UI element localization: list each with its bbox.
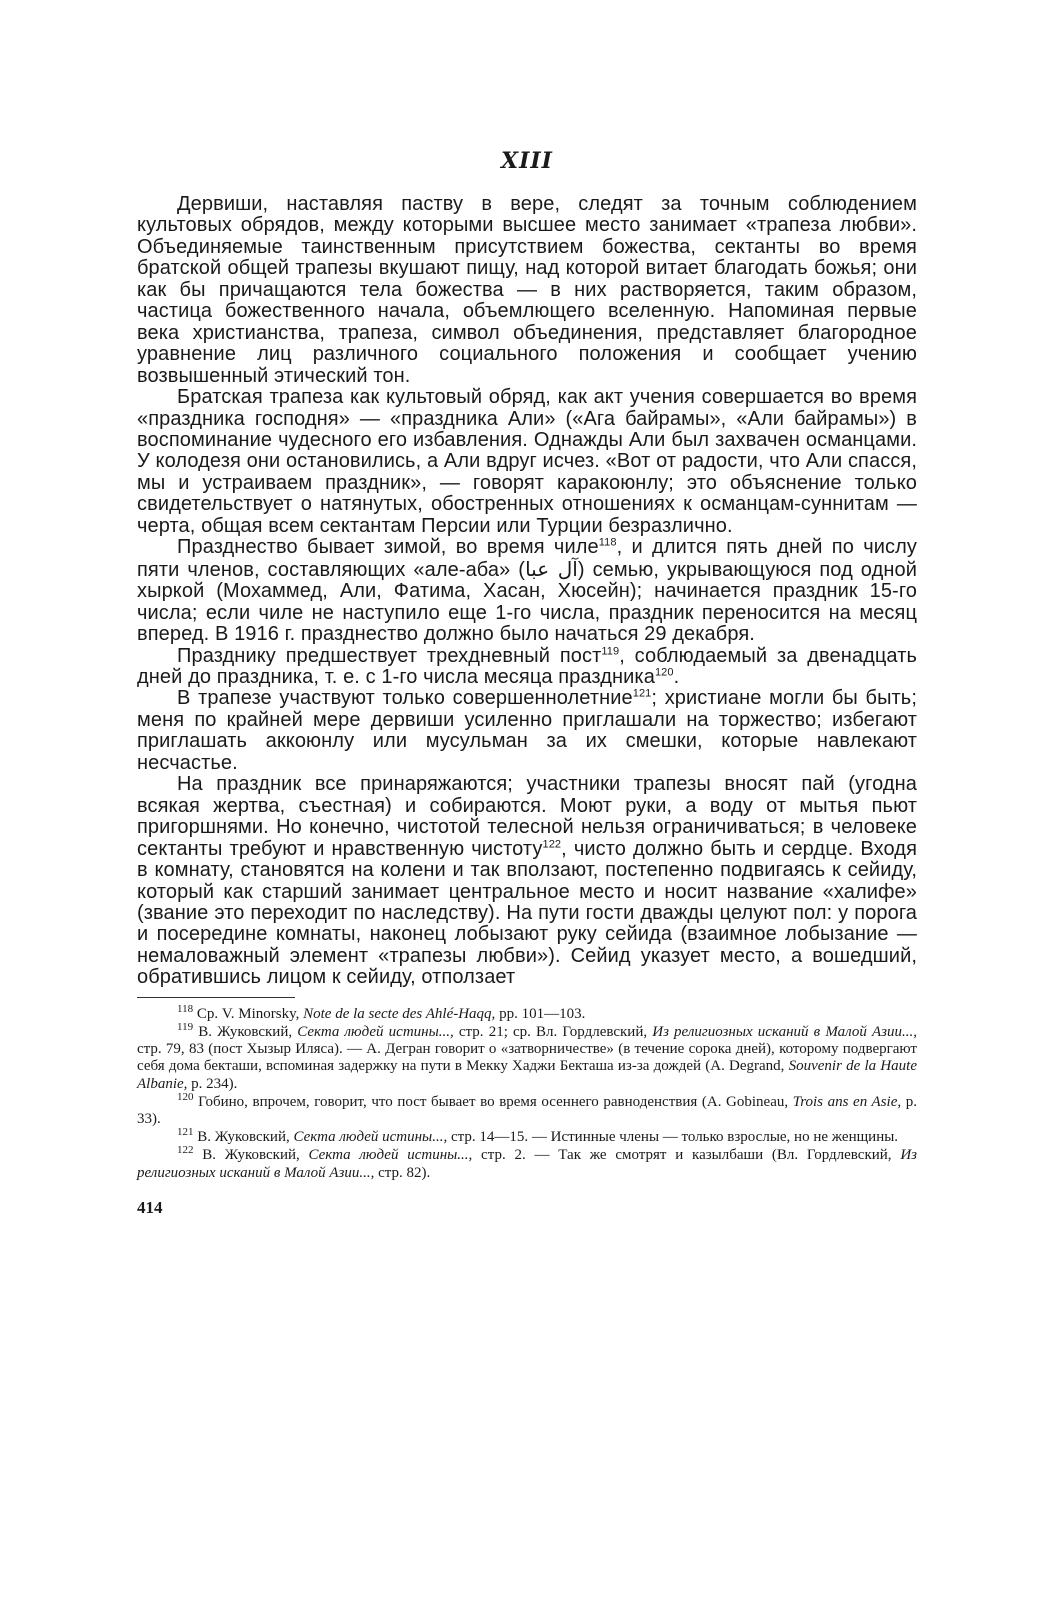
text-run: , соблюдаемый за двенадцать дней до праздника, т. е. с 1-го числа месяца праздника (137, 644, 917, 688)
text-run: стр. 79, 83 (пост Хызыр Иляса). — А. Дегран говорит о «затворничестве» (в течение сорока дней), которому подвергают себя дома бекташи, вспоминая задержку на пути в Мекку Хаджи Бекташа из-за дождей (A. Degrand, (137, 1041, 917, 1075)
text-run: , чисто должно быть и сердце. Входя в комнату, становятся на колени и так вползают, постепенно подвигаясь к сейиду, который как старший занимает центральное место и носит название «халифе» (звание это переходит по наследству). На пути гости дважды целуют пол: у порога и посередине комнаты, наконец лобызают руку сейида (взаимное лобызание — немаловажный элемент «трапезы любви»). Сейид указует место, а вошедший, обратившись лицом к сейиду, отползает (137, 837, 918, 989)
page-number: 414 (137, 1197, 163, 1217)
footnote-separator (137, 997, 295, 998)
footnote-marker: 121 (632, 687, 652, 700)
footnotes (137, 1002, 917, 1182)
text-run: стр. 21; ср. Вл. Гордлевский, (453, 1023, 653, 1040)
footnote (137, 1144, 917, 1181)
text-run: Дервиши, наставляя паству в вере, следят за точным соблюдением культовых обрядов, между которыми высшее место занимает «трапеза любви». Объединяемые таинственным присутствием божества, сектанты во время братской общей трапезы вкушают пищу, над которой витает благодать божья; они как бы причащаются тела божества — в них растворяется, таким образом, частица божественного начала, объемлющего вселенную. Напоминая первые века христианства, трапеза, символ объединения, представляет благородное уравнение лиц различного социального положения и сообщает учению возвышенный этический тон. (137, 193, 917, 387)
footnote-marker: 122 (542, 837, 562, 850)
footnote-marker: 119 (601, 644, 620, 657)
text-run: В трапезе участвуют только совершеннолетние (177, 687, 633, 710)
book-page (137, 150, 917, 1218)
text-run: стр. 2. — Так же смотрят и казылбаши (Вл. Гордлевский, (472, 1147, 901, 1164)
footnote (137, 1002, 917, 1023)
chapter-heading: XIII (501, 148, 553, 174)
footnote-marker: 121 (177, 1126, 194, 1139)
footnote-marker: 120 (177, 1090, 194, 1103)
text-run: ; христиане могли бы быть; меня по крайней мере дервиши усиленно приглашали на торжество; избегают приглашать аккоюнлу или мусульман за их смешки, которые навлекают несчастье. (137, 687, 917, 774)
text-run: . (673, 665, 680, 688)
italic-title: Из религиозных исканий в Малой Азии..., (137, 1147, 917, 1181)
text-run: p. 33). (137, 1093, 917, 1127)
footnote-marker: 122 (177, 1144, 194, 1157)
paragraph (137, 387, 917, 537)
text-run: p. 234). (187, 1075, 238, 1092)
text-run: В. Жуковский, (193, 1129, 294, 1146)
text-run: На праздник все принаряжаются; участники трапезы вносят пай (угодна всякая жертва, съестная) и собираются. Моют руки, а воду от мытья пьют пригоршнями. Но конечно, чистотой телесной нельзя ограничиваться; в человеке сектанты требуют и нравственную чистоту (137, 773, 917, 860)
italic-title: Note de la secte des Ahlé-Haqq, (303, 1005, 496, 1022)
text-run: pp. 101—103. (495, 1005, 586, 1022)
italic-title: Секта людей истины..., (293, 1129, 448, 1146)
footnote (137, 1020, 917, 1093)
text-run: Братская трапеза как культовый обряд, как акт учения совершается во время «праздника господня» — «праздника Али» («Ага байрамы», «Али байрамы») в воспоминание чудесного его избавления. Однажды Али был захвачен османцами. У колодезя они остановились, а Али вдруг исчез. «Вот от радости, что Али спасся, мы и устраиваем праздник», — говорят каракоюнлу; это объяснение только свидетельствует о натянутых, обостренных отношениях к османцам-суннитам — черта, общая всем сектантам Персии или Турции безразлично. (137, 386, 917, 537)
text-run: Ср. V. Minorsky, (193, 1005, 304, 1022)
text-run: Празднество бывает зимой, во время чиле (177, 536, 599, 559)
paragraph (137, 646, 917, 689)
footnote-marker: 118 (177, 1002, 194, 1015)
paragraph (137, 537, 917, 645)
italic-title: Из религиозных исканий в Малой Азии..., (652, 1023, 917, 1040)
paragraph (137, 688, 917, 774)
main-text (137, 194, 917, 989)
footnote-marker: 120 (654, 666, 674, 679)
text-run: ) семью, укрывающуюся под одной хыркой (Мохаммед, Али, Фатима, Хасан, Хюсейн); начинается праздник 15-го числа; если чиле не наступило еще 1-го числа, праздник переносится на месяц вперед. В 1916 г. празднество должно было начаться 29 декабря. (137, 558, 917, 646)
paragraph (137, 774, 917, 989)
text-run: Празднику предшествует трехдневный пост (177, 644, 602, 667)
text-run: , и длится пять дней по числу пяти членов, составляющих «але-аба» ( (137, 536, 917, 581)
text-run: стр. 14—15. — Истинные члены — только взрослые, но не женщины. (447, 1129, 899, 1146)
footnote-marker: 119 (177, 1020, 194, 1033)
arabic-text: آل عبا (525, 556, 578, 581)
paragraph (137, 194, 917, 387)
italic-title: Trois ans en Asie, (792, 1093, 902, 1110)
italic-title: Секта людей истины..., (297, 1023, 454, 1040)
text-run: Гобино, впрочем, говорит, что пост бывает во время осеннего равноденствия (A. Gobineau, (193, 1093, 793, 1110)
footnote-marker: 118 (598, 536, 617, 549)
italic-title: Секта людей истины..., (308, 1147, 473, 1164)
footnote (137, 1090, 917, 1128)
footnote (137, 1126, 917, 1146)
italic-title: Souvenir de la Haute Albanie, (137, 1058, 917, 1092)
text-run: В. Жуковский, (193, 1147, 309, 1164)
text-run: В. Жуковский, (193, 1023, 298, 1040)
text-run: стр. 82). (374, 1164, 431, 1181)
